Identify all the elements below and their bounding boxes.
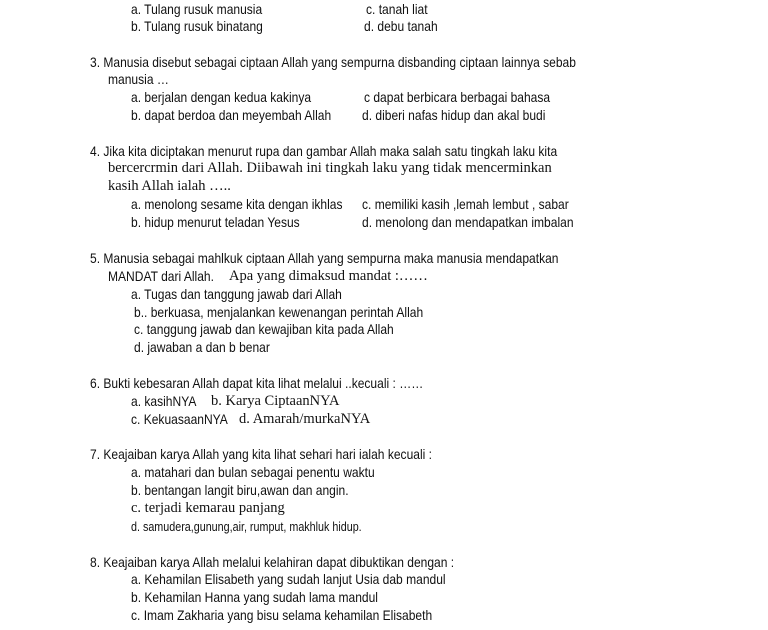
q8-option-c: c. Imam Zakharia yang bisu selama kehamilan Elisabeth	[131, 607, 433, 623]
q8-option-b: b. Kehamilan Hanna yang sudah lama mandul	[131, 589, 378, 605]
q3-option-d: d. diberi nafas hidup dan akal budi	[362, 107, 546, 123]
q7-option-d: d. samudera,gunung,air, rumput, makhluk hidup.	[131, 520, 362, 534]
q4-question-cont2: kasih Allah ialah …..	[108, 178, 231, 194]
q3-option-a: a. berjalan dengan kedua kakinya	[131, 89, 312, 105]
q6-option-c: c. KekuasaanNYA	[131, 411, 228, 427]
q7-question: 7. Keajaiban karya Allah yang kita lihat sehari hari ialah kecuali :	[90, 446, 433, 462]
q4-option-b: b. hidup menurut teladan Yesus	[131, 214, 300, 230]
q8-question: 8. Keajaiban karya Allah melalui kelahiran dapat dibuktikan dengan :	[90, 554, 455, 570]
q2-option-c: c. tanah liat	[366, 1, 428, 17]
q3-option-b: b. dapat berdoa dan meyembah Allah	[131, 107, 332, 123]
q5-question-cont-serif: Apa yang dimaksud mandat :……	[229, 268, 428, 284]
q6-question: 6. Bukti kebesaran Allah dapat kita lihat melalui ..kecuali : ……	[90, 375, 424, 391]
q5-question-cont: MANDAT dari Allah.	[108, 268, 214, 284]
q7-option-b: b. bentangan langit biru,awan dan angin.	[131, 482, 349, 498]
q6-option-d: d. Amarah/murkaNYA	[239, 411, 371, 427]
q6-option-b: b. Karya CiptaanNYA	[211, 393, 340, 409]
q3-option-c: c dapat berbicara berbagai bahasa	[364, 89, 551, 105]
q5-option-a: a. Tugas dan tanggung jawab dari Allah	[131, 286, 342, 302]
q6-option-a: a. kasihNYA	[131, 393, 197, 409]
q3-question: 3. Manusia disebut sebagai ciptaan Allah yang sempurna disbanding ciptaan lainnya sebab	[90, 54, 576, 70]
q7-option-a: a. matahari dan bulan sebagai penentu waktu	[131, 464, 375, 480]
q4-question: 4. Jika kita diciptakan menurut rupa dan gambar Allah maka salah satu tingkah laku kita	[90, 143, 558, 159]
q4-option-c: c. memiliki kasih ,lemah lembut , sabar	[362, 196, 569, 212]
q4-option-a: a. menolong sesame kita dengan ikhlas	[131, 196, 343, 212]
q5-option-d: d. jawaban a dan b benar	[134, 339, 270, 355]
q3-question-cont: manusia …	[108, 71, 169, 87]
q8-option-a: a. Kehamilan Elisabeth yang sudah lanjut Usia dab mandul	[131, 571, 446, 587]
q5-question: 5. Manusia sebagai mahlkuk ciptaan Allah yang sempurna maka manusia mendapatkan	[90, 250, 559, 266]
q5-option-b: b.. berkuasa, menjalankan kewenangan perintah Allah	[134, 304, 424, 320]
q7-option-c: c. terjadi kemarau panjang	[131, 500, 285, 516]
q2-option-a: a. Tulang rusuk manusia	[131, 1, 263, 17]
q4-option-d: d. menolong dan mendapatkan imbalan	[362, 214, 574, 230]
q2-option-b: b. Tulang rusuk binatang	[131, 18, 263, 34]
q5-option-c: c. tanggung jawab dan kewajiban kita pada Allah	[134, 321, 394, 337]
q2-option-d: d. debu tanah	[364, 18, 438, 34]
q4-question-cont: bercercrmin dari Allah. Diibawah ini tingkah laku yang tidak mencerminkan	[108, 160, 552, 176]
